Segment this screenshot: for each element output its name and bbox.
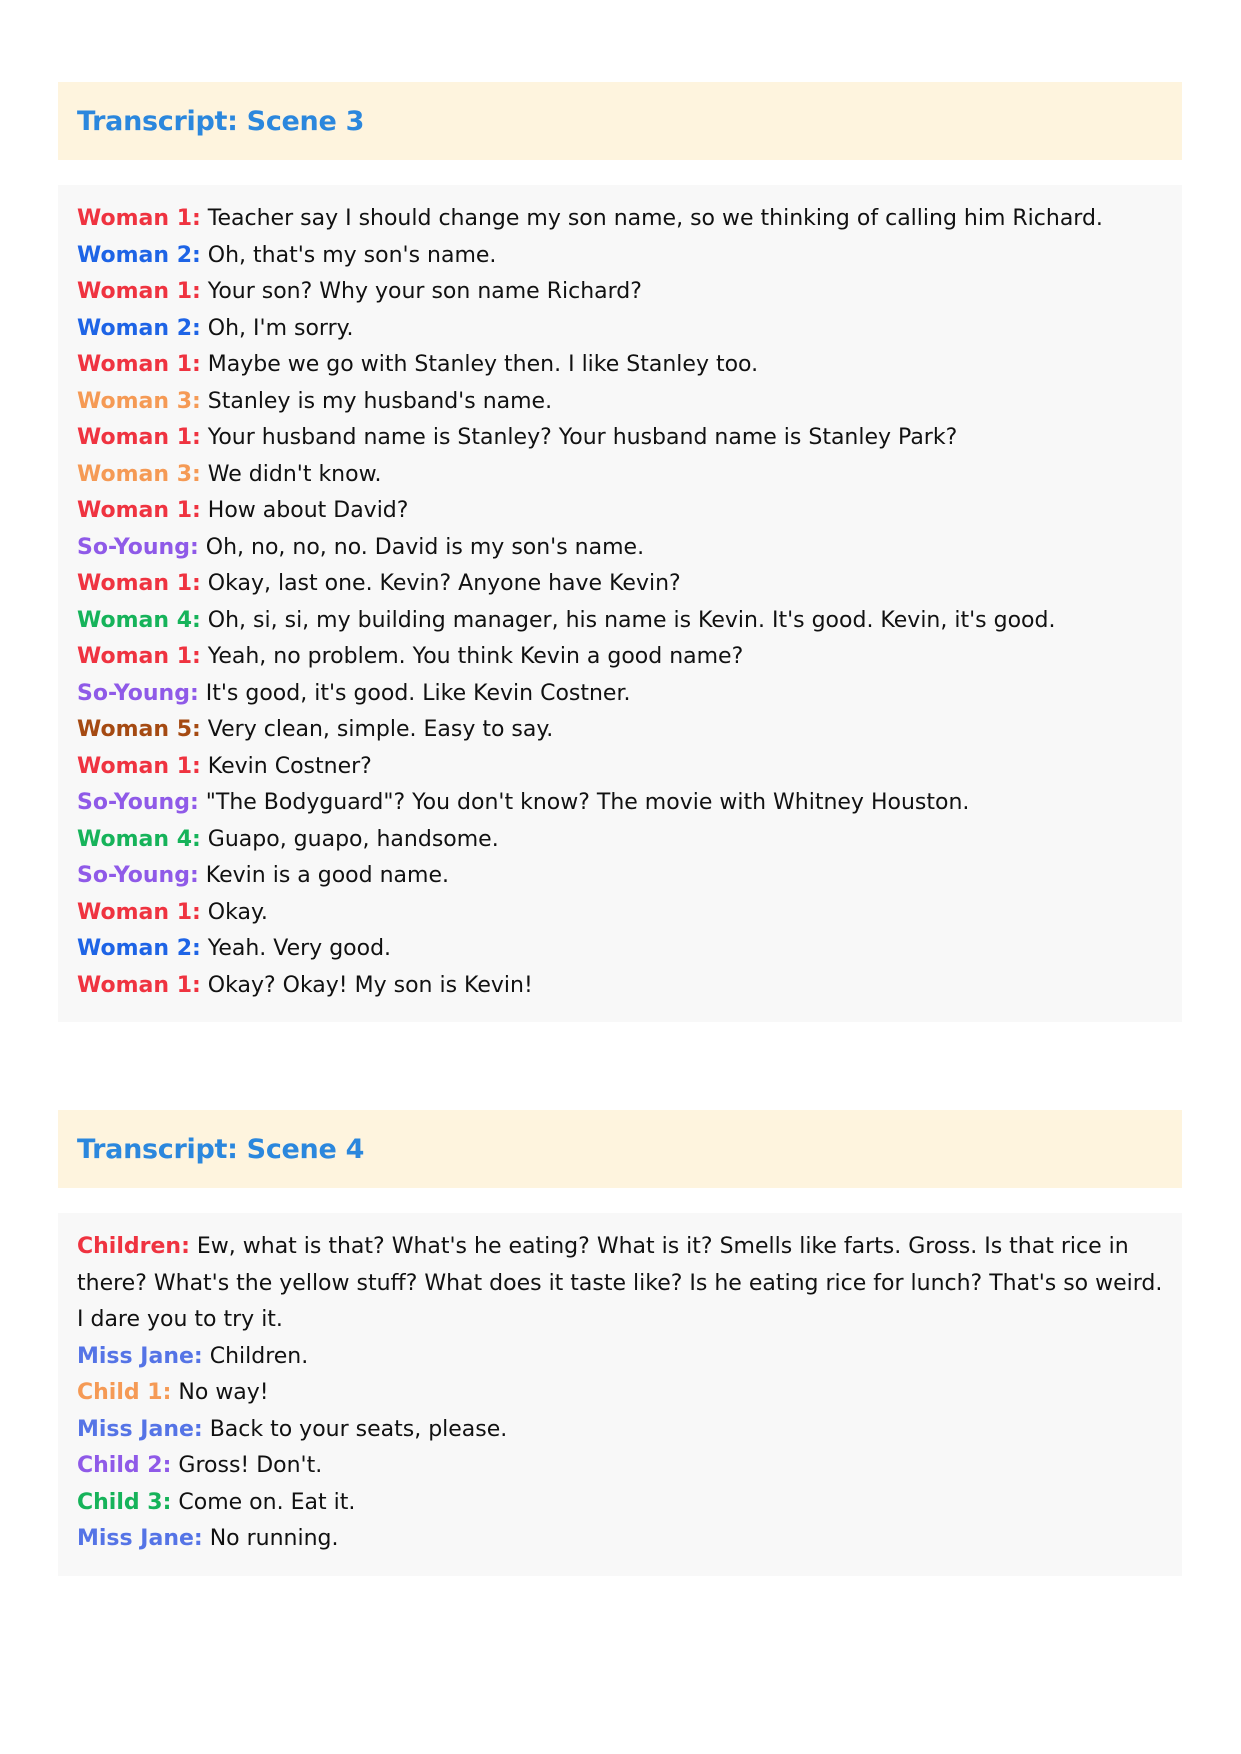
transcript-line [77, 968, 1163, 1005]
dialogue-text: Oh, no, no, no. David is my son's name. [205, 534, 645, 560]
transcript-line [77, 457, 1163, 494]
transcript-line [77, 639, 1163, 676]
speaker-label: Woman 1: [77, 972, 201, 998]
transcript-line [77, 895, 1163, 932]
transcript-line [77, 749, 1163, 786]
transcript-line [77, 1448, 1163, 1485]
transcript-line [77, 822, 1163, 859]
speaker-label: Woman 5: [77, 717, 201, 742]
transcript-line [77, 1375, 1163, 1412]
transcript-body [58, 185, 1182, 1022]
transcript-line [77, 603, 1163, 640]
transcript-line [77, 785, 1163, 822]
scene-3 [58, 82, 1182, 1022]
speaker-label: Woman 2: [77, 315, 201, 341]
transcript-line [77, 858, 1163, 895]
speaker-label: Child 2: [77, 1453, 172, 1478]
speaker-label: Woman 4: [77, 826, 201, 852]
speaker-label: Woman 1: [77, 753, 201, 779]
transcript-line [77, 347, 1163, 384]
speaker-label: Woman 1: [77, 206, 201, 231]
dialogue-text: Your husband name is Stanley? Your husband name is Stanley Park? [207, 425, 958, 450]
scene-header [58, 82, 1182, 160]
speaker-label: So-Young: [77, 863, 199, 888]
transcript-line [77, 201, 1163, 238]
dialogue-text: Back to your seats, please. [209, 1416, 508, 1442]
dialogue-text: Ew, what is that? What's he eating? What is it? Smells like farts. Gross. Is that rice in there? What's the yellow stuff? What does it taste like? Is he eating rice for lunch? That's so weird. I dare you to try it. [77, 1234, 1163, 1332]
dialogue-text: Stanley is my husband's name. [207, 388, 553, 414]
speaker-label: Woman 1: [77, 899, 201, 925]
transcript-line [77, 1339, 1163, 1376]
dialogue-text: Okay, last one. Kevin? Anyone have Kevin? [207, 571, 681, 596]
speaker-label: Woman 2: [77, 936, 201, 961]
transcript-line [77, 530, 1163, 567]
transcript-line [77, 676, 1163, 713]
speaker-label: Woman 1: [77, 498, 201, 523]
speaker-label: Miss Jane: [77, 1526, 203, 1551]
speaker-label: Miss Jane: [77, 1343, 203, 1369]
speaker-label: So-Young: [77, 534, 199, 560]
transcript-line [77, 1412, 1163, 1449]
speaker-label: Woman 1: [77, 571, 201, 596]
transcript-body [58, 1213, 1182, 1576]
transcript-line [77, 1485, 1163, 1522]
speaker-label: Child 3: [77, 1489, 172, 1515]
dialogue-text: Guapo, guapo, handsome. [207, 826, 499, 852]
dialogue-text: Yeah, no problem. You think Kevin a good name? [207, 644, 744, 669]
dialogue-text: Teacher say I should change my son name, so we thinking of calling him Richard. [207, 206, 1103, 231]
dialogue-text: Okay? Okay! My son is Kevin! [207, 972, 533, 998]
speaker-label: Woman 2: [77, 242, 201, 268]
transcript-line [77, 1521, 1163, 1558]
dialogue-text: We didn't know. [207, 461, 382, 487]
speaker-label: Woman 4: [77, 607, 201, 633]
dialogue-text: Come on. Eat it. [178, 1489, 356, 1515]
dialogue-text: Kevin is a good name. [205, 863, 449, 888]
scene-header [58, 1110, 1182, 1188]
dialogue-text: Okay. [207, 899, 268, 925]
dialogue-text: Oh, I'm sorry. [207, 315, 354, 341]
transcript-line [77, 566, 1163, 603]
dialogue-text: No running. [209, 1526, 339, 1551]
speaker-label: So-Young: [77, 680, 199, 706]
transcript-line [77, 931, 1163, 968]
speaker-label: Woman 1: [77, 352, 201, 377]
dialogue-text: It's good, it's good. Like Kevin Costner. [205, 680, 631, 706]
speaker-label: Woman 1: [77, 425, 201, 450]
dialogue-text: Yeah. Very good. [207, 936, 392, 961]
speaker-label: Miss Jane: [77, 1416, 203, 1442]
dialogue-text: Your son? Why your son name Richard? [207, 279, 642, 304]
scene-title: Transcript: Scene 3 [77, 105, 365, 137]
transcript-line [77, 420, 1163, 457]
scene-title: Transcript: Scene 4 [77, 1133, 365, 1165]
dialogue-text: "The Bodyguard"? You don't know? The movie with Whitney Houston. [205, 790, 970, 815]
transcript-line [77, 274, 1163, 311]
scene-4 [58, 1110, 1182, 1576]
dialogue-text: Kevin Costner? [207, 753, 372, 779]
dialogue-text: Gross! Don't. [178, 1453, 323, 1478]
dialogue-text: Maybe we go with Stanley then. I like Stanley too. [207, 352, 759, 377]
speaker-label: Woman 1: [77, 279, 201, 304]
transcript-line [77, 238, 1163, 275]
speaker-label: So-Young: [77, 790, 199, 815]
dialogue-text: Oh, si, si, my building manager, his name is Kevin. It's good. Kevin, it's good. [207, 607, 1056, 633]
dialogue-text: No way! [178, 1380, 269, 1405]
speaker-label: Children: [77, 1234, 190, 1259]
dialogue-text: Children. [209, 1343, 309, 1369]
transcript-line [77, 712, 1163, 749]
transcript-line [77, 311, 1163, 348]
speaker-label: Child 1: [77, 1380, 172, 1405]
speaker-label: Woman 1: [77, 644, 201, 669]
transcript-line [77, 493, 1163, 530]
transcript-line [77, 384, 1163, 421]
transcript-line [77, 1229, 1163, 1339]
dialogue-text: How about David? [207, 498, 409, 523]
dialogue-text: Very clean, simple. Easy to say. [207, 717, 554, 742]
dialogue-text: Oh, that's my son's name. [207, 242, 497, 268]
speaker-label: Woman 3: [77, 388, 201, 414]
speaker-label: Woman 3: [77, 461, 201, 487]
